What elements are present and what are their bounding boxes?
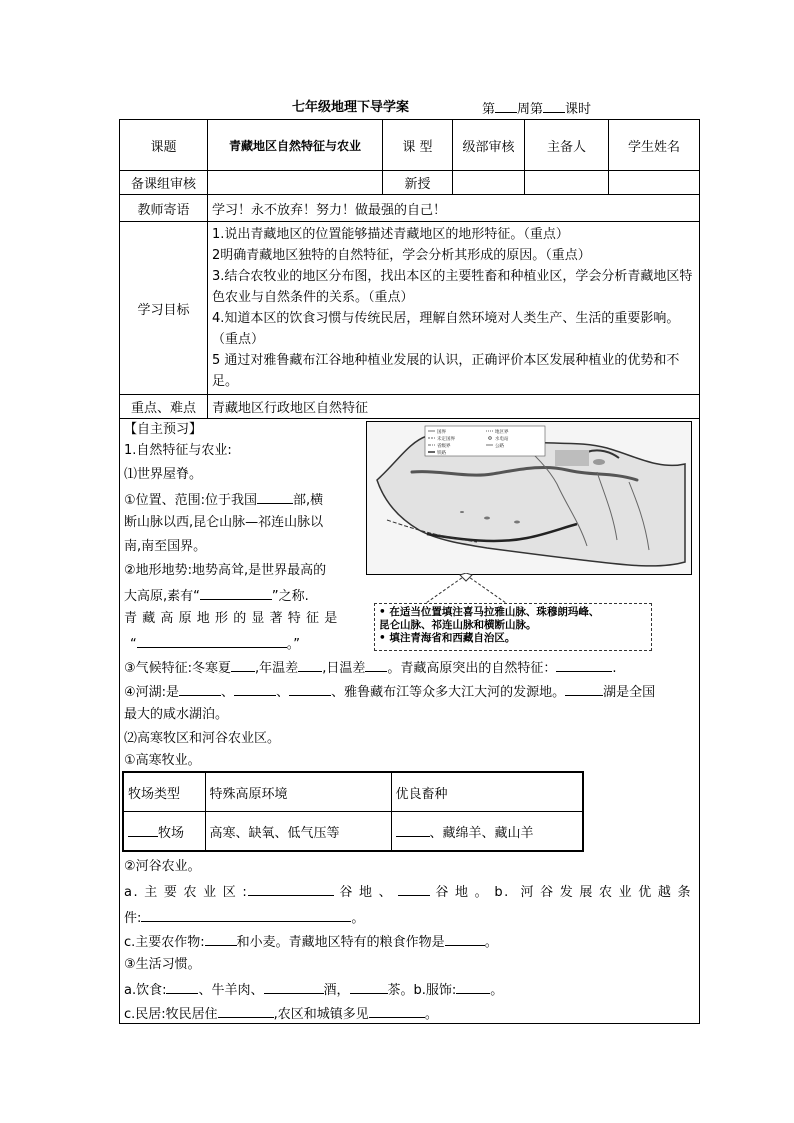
valley-line: a.主要农业区: 谷地、 谷地。b. 河谷发展农业优越条 [124,881,692,904]
terrain-line: ②地形地势:地势高耸,是世界最高的 [124,563,327,578]
section-roof-of-world: ⑴世界屋脊。 [124,467,203,482]
valley-condition-line: 件: 。 [124,907,364,929]
location-line-2: 断山脉以西,昆仑山脉—祁连山脉以 [124,515,324,530]
legend-label: 公路 [495,444,504,449]
week-lesson-line: 第 周第 课时 [482,98,591,120]
herding-heading: ①高寒牧业。 [124,753,201,768]
breed-blank[interactable] [396,822,430,837]
dept-review-label: 级部审核 [453,120,525,171]
preview-heading: 【自主预习】 [124,422,203,437]
legend-label: 国界 [437,430,446,435]
goal-item: 3.结合农牧业的地区分布图，找出本区的主要牲畜和种植业区，学会分析青藏地区特色农业与自然条件的关系。（重点） [212,269,693,305]
map-graphic [367,422,691,574]
legend-label: 省级界 [437,444,451,449]
diet-blank[interactable] [264,979,324,994]
topic-value: 青藏地区自然特征与农业 [208,120,383,171]
clothing-blank[interactable] [456,979,490,994]
callout-pointer [422,573,512,605]
diet-blank[interactable] [166,979,198,994]
goal-item: 4.知道本区的饮食习惯与传统民居，理解自然环境对人类生产、生活的重要影响。（重点） [212,311,680,347]
lifestyle-heading: ③生活习惯。 [124,957,201,972]
teacher-message-label: 教师寄语 [120,195,208,222]
type-label: 课 型 [383,120,453,171]
feature-blank[interactable] [137,633,287,648]
climate-feature-blank[interactable] [556,657,612,672]
rivers-line-2: 最大的咸水湖泊。 [124,707,229,722]
location-line-3: 南,南至国界。 [124,539,207,554]
goal-item: 2明确青藏地区独特的自然特征，学会分析其形成的原因。（重点） [212,248,591,263]
week-blank[interactable] [495,98,517,113]
herd-breeds-cell: 、藏绵羊、藏山羊 [391,812,583,852]
herd-environment-cell: 高寒、缺氧、低气压等 [205,812,391,852]
herd-col-breeds: 优良畜种 [391,772,583,812]
preparer-value[interactable] [525,171,609,195]
valley-blank[interactable] [248,881,334,896]
legend-label: 铁路 [437,451,446,456]
herd-col-pasture-type: 牧场类型 [123,772,205,812]
pasture-blank[interactable] [128,822,158,837]
preparer-label: 主备人 [525,120,609,171]
terrain-line-2: 大高原,素有“ ”之称. [124,585,309,607]
feature-line: 青藏高原地形的显著特征是 [124,611,343,626]
feature-answer-line: “ 。” [130,633,300,655]
qinghai-tibet-map [366,421,692,575]
diet-blank[interactable] [350,979,388,994]
crops-line: c.主要农作物: 和小麦。青藏地区特有的粮食作物是 。 [124,931,498,953]
housing-blank[interactable] [218,1003,274,1018]
climate-line: ③气候特征:冬寒夏 ,年温差 ,日温差 。青藏高原突出的自然特征： . [124,657,616,679]
nickname-blank[interactable] [200,585,272,600]
crop-blank[interactable] [205,931,237,946]
river-blank[interactable] [289,681,331,696]
instruction-line: • 填注青海省和西藏自治区。 [379,632,516,644]
page-title: 七年级地理下导学案 [292,100,410,115]
instruction-line: • 在适当位置填注喜马拉雅山脉、珠穆朗玛峰、 [379,606,600,618]
rivers-line: ④河湖:是 、 、 、雅鲁藏布江等众多大江大河的发源地。 湖是全国 [124,681,655,703]
legend-label: 未定国界 [437,437,455,442]
student-name-value[interactable] [609,171,700,195]
river-blank[interactable] [234,681,276,696]
map-instructions [374,603,652,651]
valley-heading: ②河谷农业。 [124,859,201,874]
section-pasture-valley: ⑵高寒牧区和河谷农业区。 [124,731,281,746]
topic-label: 课题 [120,120,208,171]
goal-item: 5 通过对雅鲁藏布江谷地种植业发展的认识，正确评价本区发展种植业的优势和不足。 [212,353,680,389]
key-points-label: 重点、难点 [120,395,208,419]
location-blank[interactable] [257,489,293,504]
legend-label: 地区界 [495,430,509,435]
lake-blank[interactable] [565,681,603,696]
housing-line: c.民居:牧民居住 ,农区和城镇多见 。 [124,1003,438,1025]
section-natural-agriculture: 1.自然特征与农业: [124,443,232,458]
goal-item: 1.说出青藏地区的位置能够描述青藏地区的地形特征。（重点） [212,227,569,242]
grain-blank[interactable] [445,931,485,946]
type-value: 新授 [383,171,453,195]
lesson-blank[interactable] [543,98,565,113]
valley-blank[interactable] [398,881,430,896]
study-plan-table [119,119,700,1024]
river-blank[interactable] [179,681,221,696]
herding-table [122,771,584,852]
student-name-label: 学生姓名 [609,120,700,171]
legend-label: 水电站 [495,437,509,442]
page-header [120,98,700,118]
key-points: 青藏地区行政地区自然特征 [208,395,700,419]
herd-col-environment: 特殊高原环境 [205,772,391,812]
housing-blank[interactable] [369,1003,425,1018]
goals-label: 学习目标 [120,222,208,395]
group-review-value[interactable] [208,171,383,195]
climate-blank[interactable] [365,657,387,672]
teacher-message: 学习！永不放弃！努力！做最强的自己！ [208,195,700,222]
valley-condition-blank[interactable] [141,907,351,922]
instruction-line: 昆仑山脉、祁连山脉和横断山脉。 [379,619,537,631]
preview-section [120,419,700,1024]
goals-list [208,222,700,395]
herd-pasture-cell: 牧场 [123,812,205,852]
climate-blank[interactable] [231,657,255,672]
group-review-label: 备课组审核 [120,171,208,195]
dept-review-value[interactable] [453,171,525,195]
location-line: ①位置、范围:位于我国 部,横 [124,489,323,511]
climate-blank[interactable] [298,657,322,672]
diet-line: a.饮食: 、牛羊肉、 酒， 茶。b.服饰: 。 [124,979,503,1001]
